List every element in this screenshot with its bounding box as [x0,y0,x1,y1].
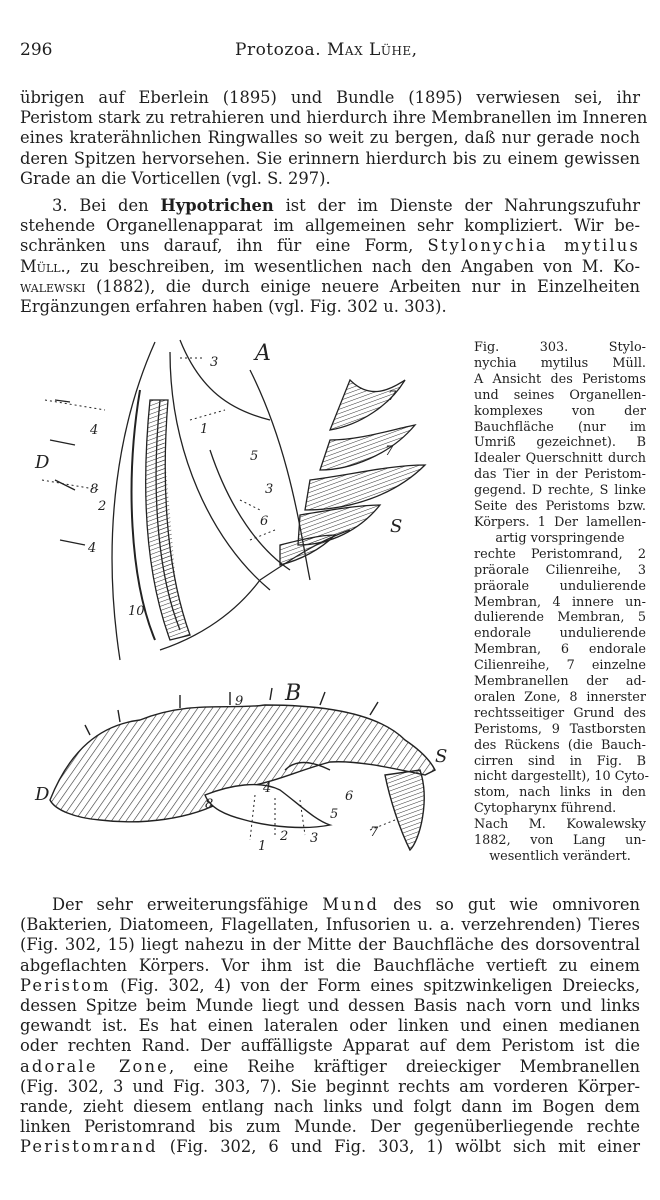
text-line: abgeflachten Körpers. Vor ihm ist die Bauchfläche vertieft zu einem [20,955,640,975]
paragraph-1 [20,88,648,189]
text-run: , eine Reihe kräftiger dreieckiger Membranellen [169,1056,640,1076]
caption-line: Idealer Querschnitt durch [474,451,646,467]
side-label-d: D [35,784,50,805]
caption-line: rechtsseitiger Grund des [474,705,646,721]
species-name: Stylonychia mytilus [427,236,640,256]
text-run: schränken uns darauf, ihn für eine Form, [20,236,428,256]
text-line: gewandt ist. Es hat einen lateralen oder linken und einen medianen [20,1016,640,1036]
caption-line: komplexes von der [474,403,646,419]
running-head-title: Protozoa. [235,40,322,60]
text-line: linken Peristomrand bis zum Munde. Der gegenüberliegende rechte [20,1117,640,1137]
caption-line: Seite des Peristoms bzw. [474,499,646,515]
text-run: (Fig. 302, 6 und Fig. 303, 1) wölbt sich mit einer [157,1137,640,1157]
caption-line: Membranellen der ad- [474,674,646,690]
caption-line: nychia mytilus Müll. [474,355,646,371]
text-run: Der sehr erweiterungsfähige [52,895,323,914]
caption-line: Nach M. Kowalewsky [474,817,646,833]
caption-line: Cilienreihe, 7 einzelne [474,658,646,674]
text-line: (Bakterien, Diatomeen, Flagellaten, Infusorien u. a. verzehrenden) Tieres [20,915,640,935]
text-run: ist der im Dienste der Nahrungszufuhr [273,196,640,215]
figure-caption [474,340,649,865]
caption-line: A Ansicht des Peristoms [474,371,646,387]
label-number: 10 [128,604,145,619]
caption-line: Peristoms, 9 Tastborsten [474,721,646,737]
caption-line: Membran, 6 endorale [474,642,646,658]
label-number: 7 [388,389,397,404]
caption-line: dulierende Membran, 5 [474,610,646,626]
caption-line: des Rückens (die Bauch- [474,737,646,753]
label-number: 1 [200,422,209,437]
caption-line: Membran, 4 innere un- [474,594,646,610]
term-peristom: Peristom [20,975,111,995]
caption-line: Körpers. 1 Der lamellen- [474,514,646,530]
page-number: 296 [20,40,53,60]
text-line: eines kraterähnlichen Ringwalles so weit zu bergen, daß nur gerade noch [20,128,640,148]
side-label-s: S [435,746,448,767]
panel-b-label: B [285,681,302,706]
side-label-d: D [35,452,50,473]
paragraph-3 [20,895,640,1158]
text-line [20,257,640,277]
running-head [235,40,418,60]
text-line [20,196,640,216]
text-line [20,895,640,915]
text-line: Peristom stark zu retrahieren und hierdurch ihre Membranellen im Inneren [20,108,648,128]
text-line: Ergänzungen erfahren haben (vgl. Fig. 302 u. 303). [20,297,447,317]
caption-line: nicht dargestellt), 10 Cyto- [474,769,649,785]
text-line [20,236,640,256]
running-head-author: Max Lühe, [327,40,418,60]
text-line: dessen Spitze beim Munde liegt und dessen Basis nach vorn und links [20,996,640,1016]
text-run: , zu beschreiben, im wesentlichen nach den Angaben von M. Ko- [65,256,640,276]
label-number: 3 [210,355,219,370]
text-line: Grade an die Vorticellen (vgl. S. 297). [20,168,331,188]
text-line [20,1057,640,1077]
label-number: 2 [98,499,107,514]
term-hypotrichen: Hypotrichen [160,196,274,215]
label-number: 5 [330,807,339,822]
caption-line: endorale undulierende [474,626,646,642]
caption-line: Bauchfläche (nur im [474,419,646,435]
text-line: deren Spitzen hervorsehen. Sie erinnern hierdurch bis zu einem gewissen [20,148,640,168]
text-line: übrigen auf Eberlein (1895) und Bundle (1895) verwiesen sei, ihr [20,88,640,107]
text-line: oder rechten Rand. Der auffälligste Apparat auf dem Peristom ist die [20,1036,640,1056]
term-adorale-zone: adorale Zone [20,1056,170,1076]
author-name: Müll. [20,256,66,276]
label-number: 4 [263,781,272,796]
label-number: 8 [90,482,99,497]
paragraph-2 [20,196,640,317]
label-number: 3 [310,831,319,846]
label-number: 9 [235,694,244,709]
caption-line: artig vorspringende [495,530,625,546]
panel-a-label: A [255,341,271,366]
text-line: (Fig. 302, 3 und Fig. 303, 7). Sie beginnt rechts am vorderen Körper- [20,1076,640,1096]
side-label-s: S [390,516,403,537]
text-run: 3. Bei den [52,196,161,215]
label-number: 8 [205,797,214,812]
label-number: 1 [258,839,267,854]
text-run: des so gut wie omnivoren [379,895,640,914]
text-run: (1882), die durch einige neuere Arbeiten nur in Einzelheiten [85,276,640,296]
label-number: 6 [345,789,354,804]
caption-line: wesentlich verändert. [489,849,631,864]
running-header [20,40,640,64]
label-number: 4 [88,541,97,556]
label-number: 7 [370,825,379,840]
caption-line: präorale undulierende [474,578,646,594]
caption-line: das Tier in der Peristom- [474,467,646,483]
caption-line: cirren sind in Fig. B [474,753,646,769]
label-number: 6 [260,514,269,529]
caption-line: Umriß gezeichnet). B [474,435,646,451]
label-number: 3 [265,482,274,497]
caption-line: präorale Cilienreihe, 3 [474,562,646,578]
text-line [20,277,640,297]
figure-303-drawing [30,330,475,875]
text-run: (Fig. 302, 4) von der Form eines spitzwinkeligen Dreiecks, [110,975,640,995]
figure-svg [30,330,475,875]
label-number: 4 [90,423,99,438]
text-line: stehende Organellenapparat im allgemeinen sehr kompliziert. Wir be- [20,216,640,236]
caption-line: Fig. 303. Stylo- [474,340,646,355]
label-number: 7 [385,444,394,459]
term-peristomrand: Peristomrand [20,1137,158,1157]
label-number: 5 [250,449,259,464]
caption-line: und seines Organellen- [474,387,646,403]
term-mund: Mund [322,895,380,914]
caption-line: gegend. D rechte, S linke [474,483,646,499]
caption-line: oralen Zone, 8 innerster [474,689,646,705]
caption-line: stom, nach links in den [474,785,646,801]
text-line: rande, zieht diesem entlang nach links und folgt dann im Bogen dem [20,1097,640,1117]
caption-line: rechte Peristomrand, 2 [474,546,646,562]
text-line [20,976,640,996]
text-line: (Fig. 302, 15) liegt nahezu in der Mitte der Bauchfläche des dorsoventral [20,935,640,955]
caption-line: Cytopharynx führend. [474,801,617,817]
peristome-edge [170,352,270,590]
text-line [20,1137,640,1157]
caption-line: 1882, von Lang un- [474,833,646,849]
label-number: 2 [280,829,289,844]
author-name: walewski [20,276,86,296]
